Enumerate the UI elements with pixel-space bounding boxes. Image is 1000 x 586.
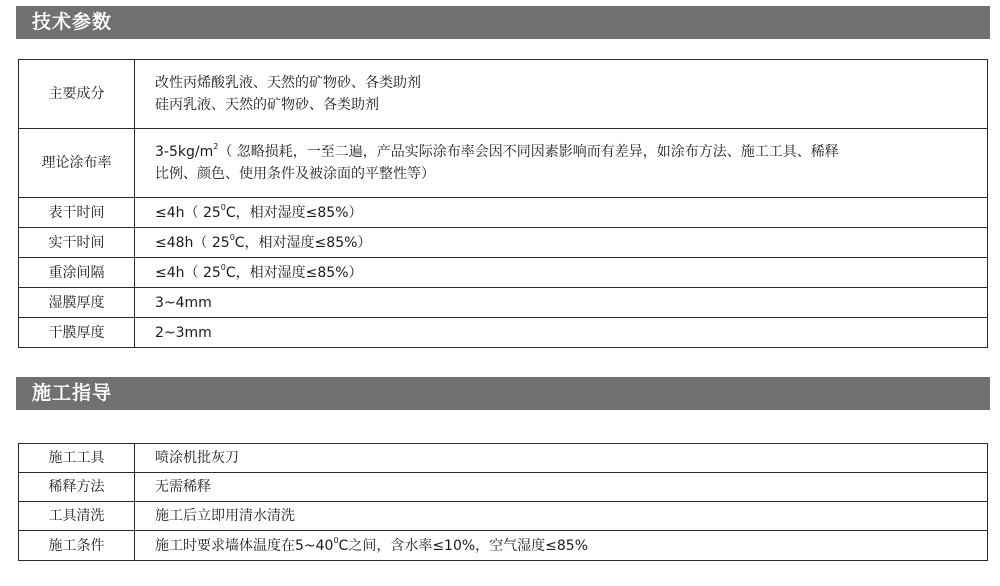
value-text: C，相对湿度≤85%） [225, 264, 363, 281]
table-row [19, 129, 988, 198]
table-row [19, 531, 988, 561]
value-text: 施工时要求墙体温度在5~40 [155, 537, 334, 554]
row-label: 施工工具 [19, 444, 135, 473]
row-value [135, 531, 988, 561]
value-text: ≤4h（ 25 [155, 264, 221, 281]
superscript: 2 [213, 142, 219, 152]
value-text: （ 忽略损耗，一至二遍，产品实际涂布率会因不同因素影响而有差异，如涂布方法、施工工具、稀释 [218, 144, 839, 160]
table-row [19, 318, 988, 348]
row-label: 干膜厚度 [19, 318, 135, 348]
value-text: ≤48h（ 25 [155, 234, 230, 251]
value-line: 比例、颜色、使用条件及被涂面的平整性等） [155, 166, 435, 182]
table-row [19, 473, 988, 502]
row-value [135, 60, 988, 129]
row-label: 湿膜厚度 [19, 288, 135, 318]
row-label: 稀释方法 [19, 473, 135, 502]
value-line [155, 141, 987, 163]
value-text: 3-5kg/m [155, 144, 214, 160]
row-value [135, 129, 988, 198]
table-row [19, 444, 988, 473]
table-row [19, 60, 988, 129]
section-header-tech-params [16, 6, 990, 39]
superscript: 0 [333, 535, 339, 545]
table-row [19, 198, 988, 228]
row-label: 施工条件 [19, 531, 135, 561]
tech-params-table [18, 59, 988, 348]
row-label: 表干时间 [19, 198, 135, 228]
superscript: 0 [229, 232, 235, 242]
row-value: 无需稀释 [135, 473, 988, 502]
value-line: 硅丙乳液、天然的矿物砂、各类助剂 [155, 97, 379, 113]
row-value: 施工后立即用清水清洗 [135, 502, 988, 531]
row-value: 3~4mm [135, 288, 988, 318]
value-line: 改性丙烯酸乳液、天然的矿物砂、各类助剂 [155, 75, 421, 91]
value-text: C，相对湿度≤85%） [234, 234, 372, 251]
value-text: C之间，含水率≤10%，空气湿度≤85% [338, 537, 589, 554]
row-value [135, 228, 988, 258]
superscript: 0 [220, 202, 226, 212]
row-value [135, 198, 988, 228]
value-text: ≤4h（ 25 [155, 204, 221, 221]
row-label: 工具清洗 [19, 502, 135, 531]
row-label: 主要成分 [19, 60, 135, 129]
row-value: 2~3mm [135, 318, 988, 348]
section-title: 施工指导 [32, 382, 113, 404]
table-row [19, 502, 988, 531]
row-value [135, 258, 988, 288]
row-label: 重涂间隔 [19, 258, 135, 288]
row-label: 理论涂布率 [19, 129, 135, 198]
table-row [19, 288, 988, 318]
row-label: 实干时间 [19, 228, 135, 258]
table-row [19, 258, 988, 288]
section-header-construction-guide [16, 377, 990, 410]
section-title: 技术参数 [32, 11, 113, 33]
table-row [19, 228, 988, 258]
superscript: 0 [220, 262, 226, 272]
construction-guide-table [18, 443, 988, 561]
value-text: C，相对湿度≤85%） [225, 204, 363, 221]
row-value: 喷涂机批灰刀 [135, 444, 988, 473]
